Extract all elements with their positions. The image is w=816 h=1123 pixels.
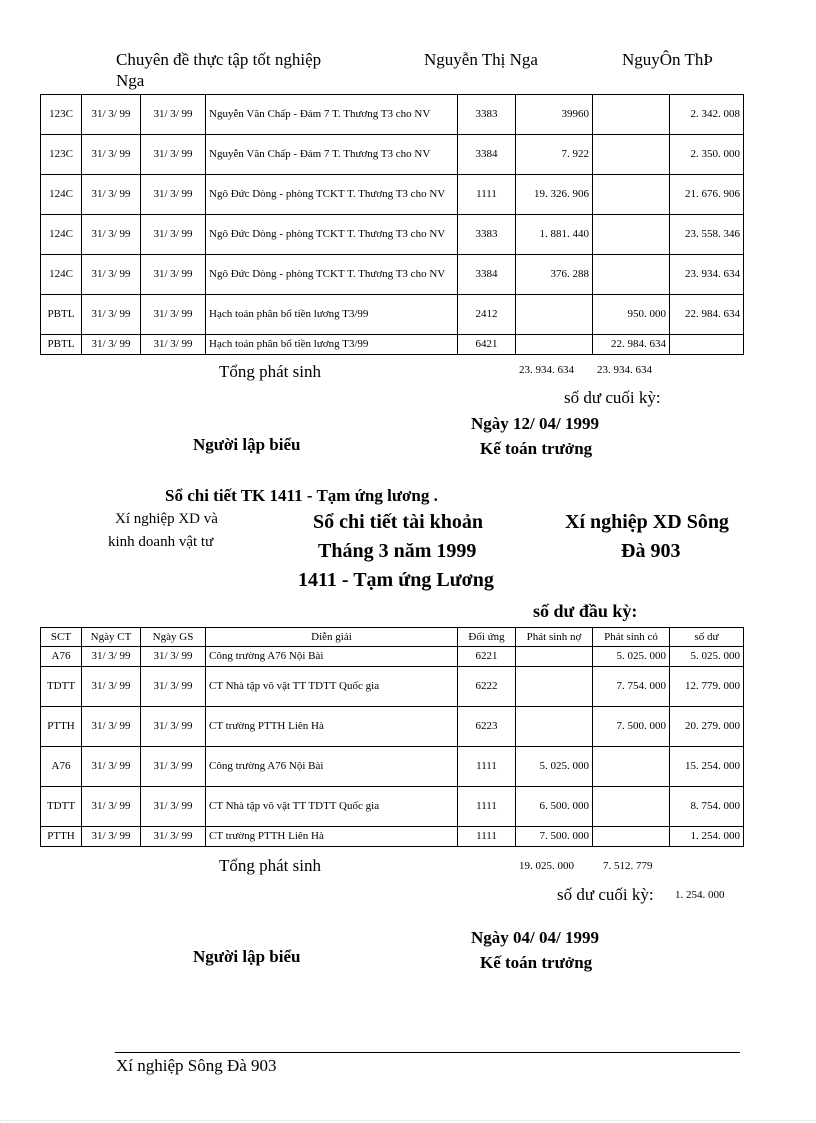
cell-ngay-gs: 31/ 3/ 99 [141, 647, 206, 667]
cell-sct: PTTH [41, 827, 82, 847]
table-row [41, 335, 744, 355]
cell-doi-ung: 6221 [458, 647, 516, 667]
cell-ps-co: 5. 025. 000 [593, 647, 670, 667]
table-row [41, 747, 744, 787]
header-topic-cont: Nga [116, 71, 145, 90]
cell-dien-giai: CT trường PTTH Liên Hà [206, 827, 458, 847]
cell-ps-no: 376. 288 [516, 255, 593, 295]
cell-dien-giai: Hạch toán phân bổ tiền lương T3/99 [206, 295, 458, 335]
cell-ps-no: 19. 326. 906 [516, 175, 593, 215]
table-row [41, 827, 744, 847]
header-student: Nguyễn Thị Nga [424, 50, 538, 69]
end-balance-value-2: 1. 254. 000 [675, 889, 725, 901]
cell-doi-ung: 1111 [458, 827, 516, 847]
cell-dien-giai: Ngô Đức Dòng - phòng TCKT T. Thương T3 cho NV [206, 175, 458, 215]
cell-ps-no: 1. 881. 440 [516, 215, 593, 255]
cell-ps-no: 5. 025. 000 [516, 747, 593, 787]
cell-ngay-ct: 31/ 3/ 99 [82, 175, 141, 215]
chief-accountant-1: Kế toán trưởng [480, 439, 593, 458]
cell-ngay-gs: 31/ 3/ 99 [141, 175, 206, 215]
cell-ngay-ct: 31/ 3/ 99 [82, 647, 141, 667]
cell-so-du: 2. 342. 008 [670, 95, 744, 135]
cell-ngay-gs: 31/ 3/ 99 [141, 215, 206, 255]
cell-ngay-ct: 31/ 3/ 99 [82, 215, 141, 255]
cell-so-du: 21. 676. 906 [670, 175, 744, 215]
title-1: Sổ chi tiết tài khoản [313, 511, 484, 533]
cell-ngay-gs: 31/ 3/ 99 [141, 667, 206, 707]
table-row [41, 95, 744, 135]
table-row [41, 255, 744, 295]
cell-ngay-ct: 31/ 3/ 99 [82, 255, 141, 295]
table-header-row [41, 628, 744, 647]
cell-so-du: 5. 025. 000 [670, 647, 744, 667]
cell-dien-giai: CT trường PTTH Liên Hà [206, 707, 458, 747]
cell-ngay-gs: 31/ 3/ 99 [141, 295, 206, 335]
cell-ngay-gs: 31/ 3/ 99 [141, 255, 206, 295]
cell-ngay-gs: 31/ 3/ 99 [141, 135, 206, 175]
total-label-1: Tổng phát sinh [219, 362, 321, 381]
cell-ngay-ct: 31/ 3/ 99 [82, 95, 141, 135]
cell-ps-co [593, 175, 670, 215]
cell-ps-co [593, 787, 670, 827]
cell-ngay-gs: 31/ 3/ 99 [141, 95, 206, 135]
cell-sct: TDTT [41, 787, 82, 827]
page-edge [0, 1120, 816, 1121]
ledger-table-2 [40, 627, 744, 847]
cell-doi-ung: 1111 [458, 787, 516, 827]
cell-sct: PBTL [41, 295, 82, 335]
cell-sct: 123C [41, 135, 82, 175]
cell-sct: 124C [41, 255, 82, 295]
cell-dien-giai: Ngô Đức Dòng - phòng TCKT T. Thương T3 cho NV [206, 215, 458, 255]
cell-ps-co [593, 747, 670, 787]
end-balance-label-1: số dư cuối kỳ: [564, 388, 661, 407]
cell-ngay-gs: 31/ 3/ 99 [141, 335, 206, 355]
cell-ngay-gs: 31/ 3/ 99 [141, 827, 206, 847]
table-row [41, 787, 744, 827]
cell-doi-ung: 3383 [458, 215, 516, 255]
section2-heading: Sổ chi tiết TK 1411 - Tạm ứng lương . [165, 486, 438, 505]
cell-ps-co [593, 135, 670, 175]
title-2: Tháng 3 năm 1999 [318, 540, 477, 562]
cell-ps-no [516, 295, 593, 335]
company-left-1: Xí nghiệp XD và [115, 511, 218, 527]
cell-ps-no: 7. 922 [516, 135, 593, 175]
cell-ps-co: 950. 000 [593, 295, 670, 335]
table-row [41, 295, 744, 335]
total-no-2: 19. 025. 000 [519, 860, 574, 872]
company-left-2: kinh doanh vật tư [108, 534, 214, 550]
col-ps-no: Phát sinh nợ [516, 628, 593, 647]
cell-sct: A76 [41, 647, 82, 667]
cell-ps-co [593, 827, 670, 847]
sign-date-1: Ngày 12/ 04/ 1999 [471, 414, 599, 433]
cell-ps-no: 7. 500. 000 [516, 827, 593, 847]
end-balance-label-2: số dư cuối kỳ: [557, 885, 654, 904]
cell-ngay-ct: 31/ 3/ 99 [82, 707, 141, 747]
table-row [41, 135, 744, 175]
cell-doi-ung: 6222 [458, 667, 516, 707]
cell-doi-ung: 1111 [458, 175, 516, 215]
cell-so-du: 20. 279. 000 [670, 707, 744, 747]
footer-rule [115, 1052, 740, 1053]
cell-so-du: 12. 779. 000 [670, 667, 744, 707]
cell-dien-giai: Hạch toán phân bổ tiền lương T3/99 [206, 335, 458, 355]
table-row [41, 667, 744, 707]
cell-ps-no: 6. 500. 000 [516, 787, 593, 827]
cell-dien-giai: Nguyễn Văn Chấp - Đảm 7 T. Thương T3 cho NV [206, 95, 458, 135]
col-ngay-gs: Ngày GS [141, 628, 206, 647]
cell-so-du: 8. 754. 000 [670, 787, 744, 827]
header-student-garbled: NguyÔn ThÞ [622, 50, 713, 69]
cell-ps-co [593, 255, 670, 295]
cell-ngay-gs: 31/ 3/ 99 [141, 787, 206, 827]
cell-ps-no [516, 707, 593, 747]
cell-so-du: 2. 350. 000 [670, 135, 744, 175]
cell-dien-giai: Công trường A76 Nội Bài [206, 747, 458, 787]
table-row [41, 175, 744, 215]
col-so-du: số dư [670, 628, 744, 647]
company-right-2: Đà 903 [621, 540, 681, 562]
total-co-2: 7. 512. 779 [603, 860, 653, 872]
footer-text: Xí nghiệp Sông Đà 903 [116, 1056, 277, 1075]
opening-balance-label: số dư đầu kỳ: [533, 601, 638, 621]
sign-date-2: Ngày 04/ 04/ 1999 [471, 928, 599, 947]
cell-doi-ung: 3384 [458, 135, 516, 175]
col-ps-co: Phát sinh có [593, 628, 670, 647]
col-doi-ung: Đối ứng [458, 628, 516, 647]
cell-ngay-gs: 31/ 3/ 99 [141, 707, 206, 747]
table-row [41, 215, 744, 255]
cell-so-du: 23. 558. 346 [670, 215, 744, 255]
cell-ps-no [516, 667, 593, 707]
cell-doi-ung: 1111 [458, 747, 516, 787]
cell-ngay-ct: 31/ 3/ 99 [82, 135, 141, 175]
cell-sct: 124C [41, 175, 82, 215]
cell-doi-ung: 6421 [458, 335, 516, 355]
table-row [41, 707, 744, 747]
preparer-2: Người lập biểu [193, 947, 301, 966]
col-dien-giai: Diễn giải [206, 628, 458, 647]
cell-dien-giai: CT Nhà tập võ vật TT TDTT Quốc gia [206, 667, 458, 707]
cell-ps-co: 7. 500. 000 [593, 707, 670, 747]
cell-sct: PTTH [41, 707, 82, 747]
cell-ngay-ct: 31/ 3/ 99 [82, 747, 141, 787]
preparer-1: Người lập biểu [193, 435, 301, 454]
col-ngay-ct: Ngày CT [82, 628, 141, 647]
company-right-1: Xí nghiệp XD Sông [565, 511, 729, 533]
cell-sct: 123C [41, 95, 82, 135]
cell-sct: PBTL [41, 335, 82, 355]
cell-ps-co: 22. 984. 634 [593, 335, 670, 355]
cell-so-du: 1. 254. 000 [670, 827, 744, 847]
total-no-1: 23. 934. 634 [519, 364, 574, 376]
title-3: 1411 - Tạm ứng Lương [298, 569, 494, 591]
cell-ngay-ct: 31/ 3/ 99 [82, 787, 141, 827]
table-row [41, 647, 744, 667]
cell-sct: 124C [41, 215, 82, 255]
cell-so-du [670, 335, 744, 355]
cell-ps-co [593, 95, 670, 135]
cell-ngay-ct: 31/ 3/ 99 [82, 335, 141, 355]
cell-ps-co [593, 215, 670, 255]
cell-dien-giai: Nguyễn Văn Chấp - Đảm 7 T. Thương T3 cho NV [206, 135, 458, 175]
cell-so-du: 23. 934. 634 [670, 255, 744, 295]
total-co-1: 23. 934. 634 [597, 364, 652, 376]
cell-so-du: 22. 984. 634 [670, 295, 744, 335]
cell-ps-no [516, 335, 593, 355]
cell-dien-giai: CT Nhà tập võ vật TT TDTT Quốc gia [206, 787, 458, 827]
cell-sct: A76 [41, 747, 82, 787]
ledger-table-1 [40, 94, 744, 355]
header-topic: Chuyên đề thực tập tốt nghiệp [116, 50, 322, 69]
cell-doi-ung: 3383 [458, 95, 516, 135]
cell-ngay-ct: 31/ 3/ 99 [82, 667, 141, 707]
cell-ngay-gs: 31/ 3/ 99 [141, 747, 206, 787]
cell-dien-giai: Ngô Đức Dòng - phòng TCKT T. Thương T3 cho NV [206, 255, 458, 295]
col-sct: SCT [41, 628, 82, 647]
cell-sct: TDTT [41, 667, 82, 707]
cell-doi-ung: 6223 [458, 707, 516, 747]
cell-doi-ung: 3384 [458, 255, 516, 295]
cell-ngay-ct: 31/ 3/ 99 [82, 827, 141, 847]
cell-ngay-ct: 31/ 3/ 99 [82, 295, 141, 335]
cell-ps-no: 39960 [516, 95, 593, 135]
total-label-2: Tổng phát sinh [219, 856, 321, 875]
cell-doi-ung: 2412 [458, 295, 516, 335]
chief-accountant-2: Kế toán trưởng [480, 953, 593, 972]
cell-ps-no [516, 647, 593, 667]
cell-dien-giai: Công trường A76 Nội Bài [206, 647, 458, 667]
cell-ps-co: 7. 754. 000 [593, 667, 670, 707]
cell-so-du: 15. 254. 000 [670, 747, 744, 787]
